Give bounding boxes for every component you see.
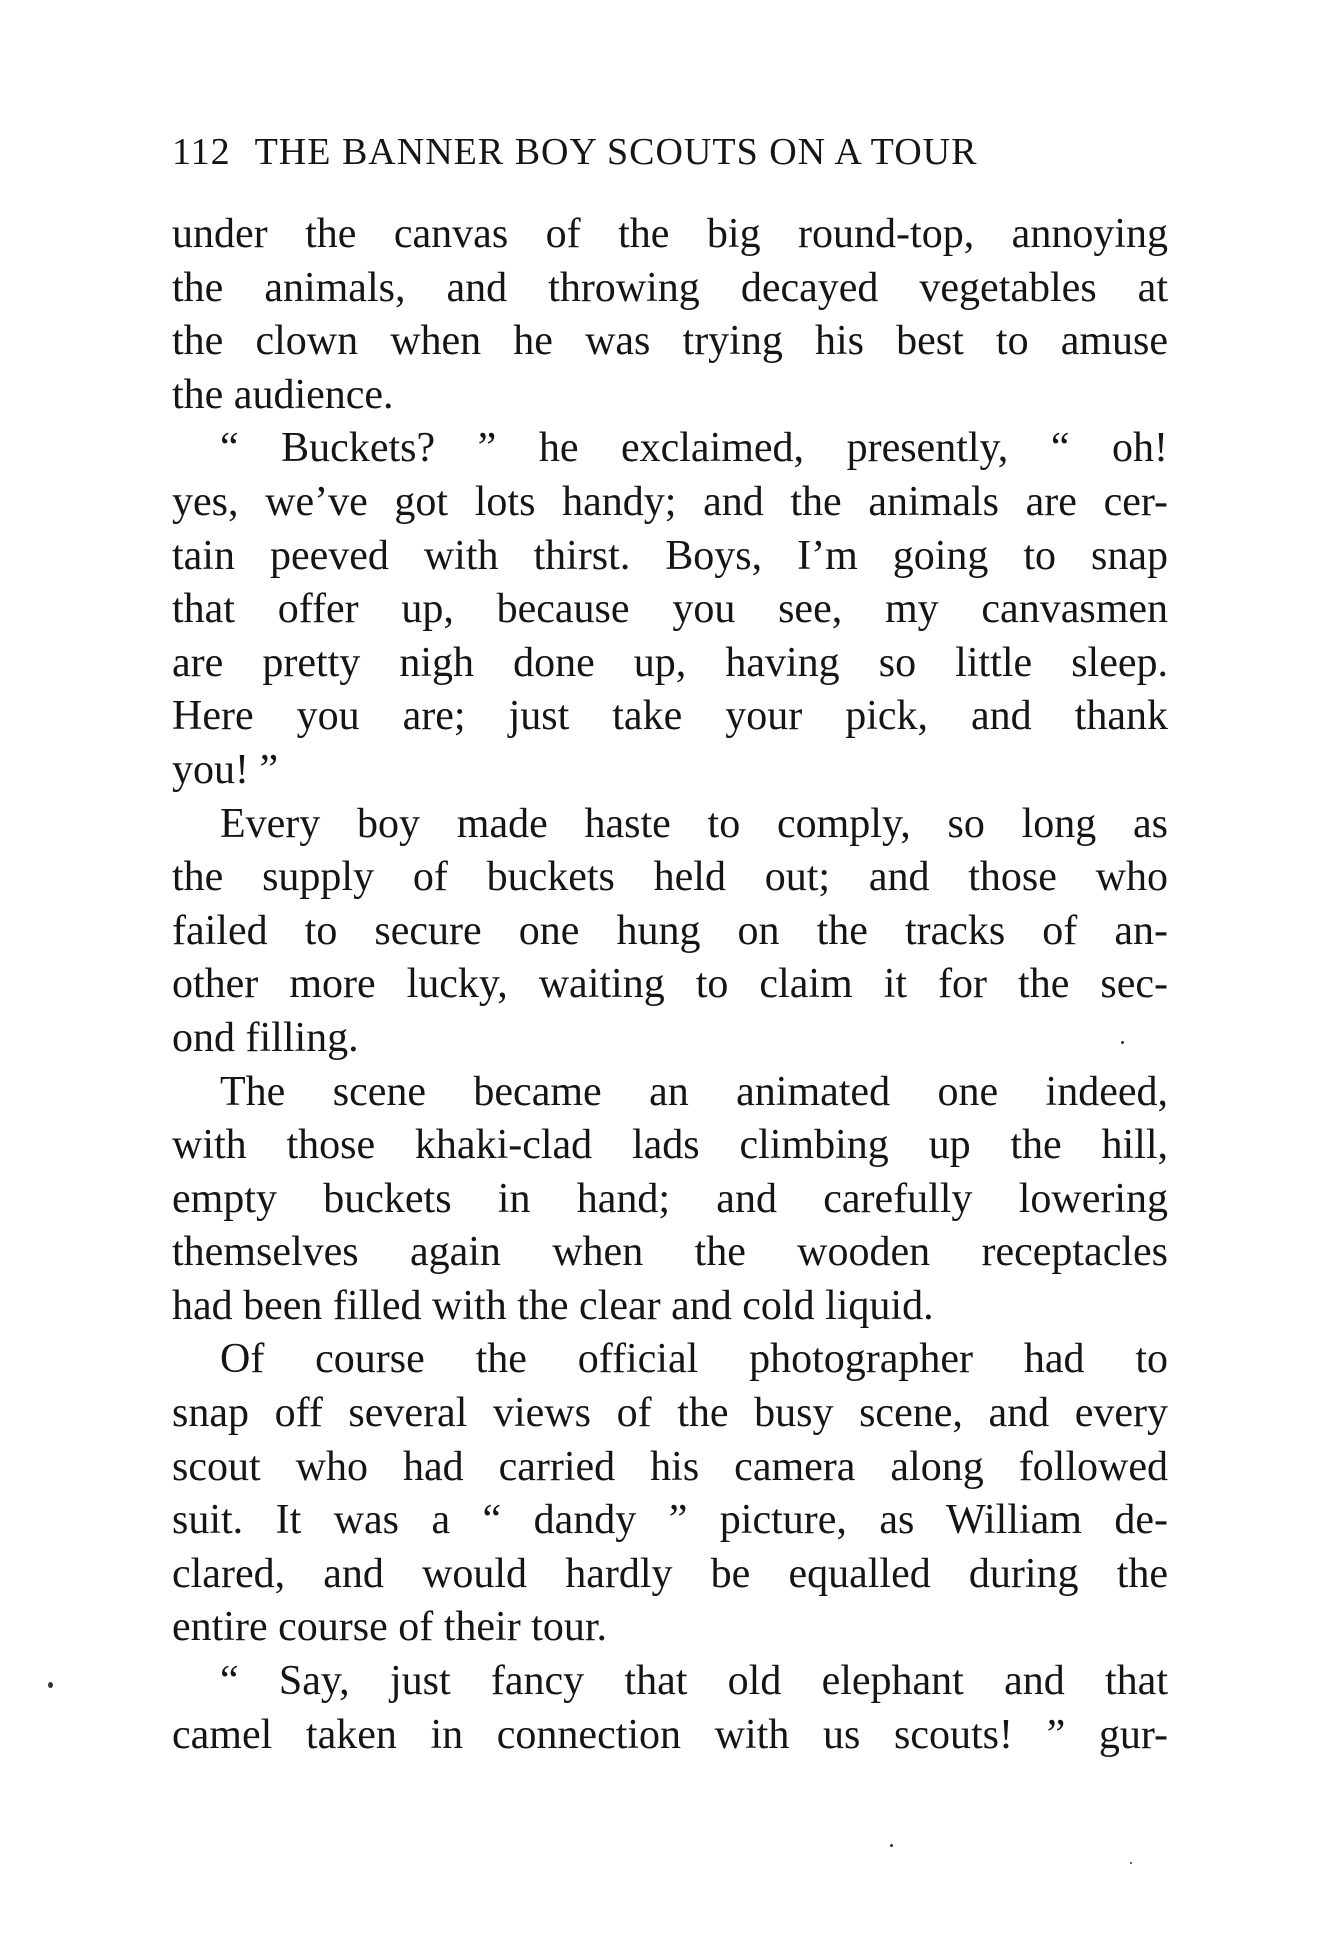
- text-line: the supply of buckets held out; and those who: [172, 854, 1168, 901]
- text-line: the audience.: [172, 371, 394, 418]
- text-line: are pretty nigh done up, having so little sleep.: [172, 639, 1168, 686]
- text-line: themselves again when the wooden receptacles: [172, 1229, 1168, 1276]
- text-line: under the canvas of the big round-top, annoying: [172, 211, 1168, 257]
- print-speck: [1130, 1862, 1132, 1864]
- body-text: [172, 208, 1168, 1762]
- text-line: Here you are; just take your pick, and thank: [172, 693, 1168, 740]
- text-line: the animals, and throwing decayed vegetables at: [172, 264, 1168, 311]
- text-line: ond filling.: [172, 1014, 359, 1061]
- text-line: empty buckets in hand; and carefully lowering: [172, 1175, 1168, 1222]
- text-line: clared, and would hardly be equalled during the: [172, 1550, 1168, 1597]
- text-line: scout who had carried his camera along followed: [172, 1443, 1168, 1490]
- text-line: the clown when he was trying his best to amuse: [172, 318, 1168, 365]
- text-line: tain peeved with thirst. Boys, I’m going to snap: [172, 532, 1168, 579]
- text-line: The scene became an animated one indeed,: [220, 1068, 1168, 1115]
- print-speck: [1121, 1041, 1124, 1044]
- running-title: THE BANNER BOY SCOUTS ON A TOUR: [254, 131, 978, 173]
- print-speck: [48, 1682, 53, 1688]
- text-line: entire course of their tour.: [172, 1604, 608, 1651]
- text-line: that offer up, because you see, my canvasmen: [172, 586, 1168, 633]
- running-header: [172, 128, 1172, 176]
- text-line: yes, we’ve got lots handy; and the animals are cer-: [172, 478, 1168, 525]
- text-line: with those khaki-clad lads climbing up the hill,: [172, 1122, 1168, 1169]
- text-line: Every boy made haste to comply, so long as: [220, 800, 1168, 847]
- print-speck: [890, 1844, 893, 1847]
- text-line: “ Say, just fancy that old elephant and that: [220, 1658, 1168, 1705]
- text-line: other more lucky, waiting to claim it for the sec-: [172, 961, 1168, 1008]
- text-line: had been filled with the clear and cold liquid.: [172, 1282, 934, 1329]
- page-number: 112: [172, 131, 231, 173]
- text-line: you! ”: [172, 746, 279, 793]
- text-line: Of course the official photographer had to: [220, 1336, 1168, 1383]
- text-line: failed to secure one hung on the tracks of an-: [172, 907, 1168, 954]
- text-line: suit. It was a “ dandy ” picture, as William de-: [172, 1497, 1168, 1544]
- text-line: camel taken in connection with us scouts! ” gur-: [172, 1711, 1168, 1758]
- text-line: “ Buckets? ” he exclaimed, presently, “ oh!: [220, 425, 1168, 472]
- text-line: snap off several views of the busy scene, and every: [172, 1390, 1168, 1437]
